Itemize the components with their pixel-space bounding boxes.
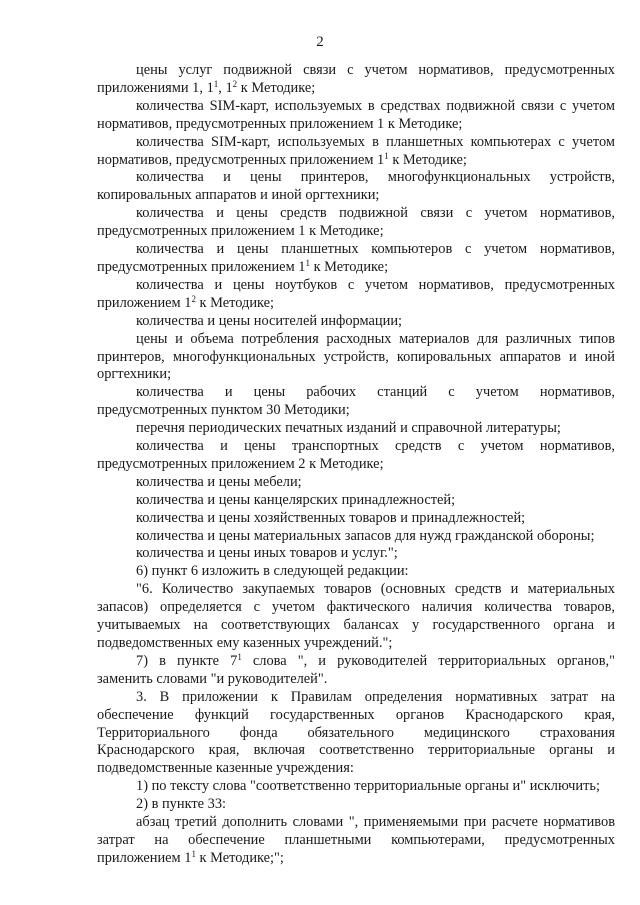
text-run: подведомственных ему казенных учреждений."; — [97, 635, 393, 651]
text-run: количества и цены средств подвижной связи с учетом нормативов, — [136, 205, 615, 222]
text-line — [97, 689, 615, 707]
text-line — [97, 277, 615, 295]
text-line — [97, 474, 615, 492]
text-line — [97, 617, 615, 635]
text-run: количества и цены принтеров, многофункциональных устройств, — [136, 169, 615, 186]
text-run: перечня периодических печатных изданий и справочной литературы; — [136, 420, 561, 437]
text-line — [97, 653, 615, 671]
text-run: подведомственные казенные учреждения: — [97, 760, 354, 777]
text-run: обеспечение функций государственных органов Краснодарского края, — [97, 706, 615, 723]
text-run: к Методике; — [388, 151, 467, 168]
text-line — [97, 134, 615, 152]
superscript: 1 — [213, 78, 219, 89]
document-body — [97, 62, 615, 868]
text-line — [97, 402, 615, 420]
text-run: количества и цены канцелярских принадлежностей; — [136, 491, 456, 508]
text-line — [97, 545, 615, 563]
text-line — [97, 438, 615, 456]
text-run: количества и цены носителей информации; — [136, 312, 403, 329]
text-run: количества и цены иных товаров и услуг."; — [136, 545, 398, 562]
text-line — [97, 295, 615, 313]
text-run: , 1 — [218, 79, 233, 96]
text-run: приложениями 1, 1 — [97, 79, 214, 96]
text-line — [97, 796, 615, 814]
text-run: 7) в пункте 7 — [136, 652, 238, 669]
text-run: затрат на обеспечение планшетными компьютерами, предусмотренных — [97, 831, 615, 848]
text-line — [97, 98, 615, 116]
text-run: Краснодарского края, включая соответственно территориальные органы и — [97, 742, 615, 759]
text-run: нормативов, предусмотренных приложением 1 к Методике; — [97, 115, 463, 132]
text-line — [97, 259, 615, 277]
text-line — [97, 80, 615, 98]
text-run: 2) в пункте 33: — [136, 796, 227, 813]
text-line — [97, 420, 615, 438]
text-line — [97, 528, 615, 546]
superscript: 2 — [191, 293, 196, 304]
text-line — [97, 169, 615, 187]
text-line — [97, 599, 615, 617]
text-run: количества SIM-карт, используемых в средствах подвижной связи с учетом — [136, 97, 615, 114]
text-line — [97, 62, 615, 80]
text-run: приложением 1 — [97, 294, 192, 311]
text-line — [97, 331, 615, 349]
text-run: 1) по тексту слова "соответственно территориальные органы и" исключить; — [136, 778, 600, 795]
text-run: количества и цены материальных запасов для нужд гражданской обороны; — [136, 527, 595, 544]
text-run: запасов) определяется с учетом фактического наличия количества товаров, — [97, 599, 615, 616]
text-run: предусмотренных приложением 1 к Методике; — [97, 223, 384, 240]
text-line — [97, 563, 615, 581]
text-line — [97, 313, 615, 331]
text-run: Территориального фонда обязательного медицинского страхования — [97, 724, 615, 741]
text-run: предусмотренных приложением 1 — [97, 258, 306, 275]
text-run: количества и цены мебели; — [136, 473, 302, 490]
text-run: количества и цены планшетных компьютеров с учетом нормативов, — [136, 241, 615, 258]
text-run: количества SIM-карт, используемых в планшетных компьютерах с учетом — [136, 133, 615, 150]
text-line — [97, 223, 615, 241]
text-run: количества и цены рабочих станций с учетом нормативов, — [136, 384, 615, 401]
text-run: принтеров, многофункциональных устройств, копировальных аппаратов и иной — [97, 348, 615, 365]
text-line — [97, 671, 615, 689]
text-line — [97, 384, 615, 402]
text-line — [97, 152, 615, 170]
text-run: приложением 1 — [97, 849, 192, 866]
text-run: 3. В приложении к Правилам определения нормативных затрат на — [136, 688, 615, 705]
page-number: 2 — [316, 34, 324, 50]
superscript: 1 — [305, 257, 310, 268]
text-line — [97, 456, 615, 474]
text-line — [97, 832, 615, 850]
text-run: к Методике; — [309, 258, 389, 275]
text-run: количества и цены хозяйственных товаров и принадлежностей; — [136, 509, 526, 526]
text-line — [97, 760, 615, 778]
text-line — [97, 635, 615, 653]
text-line — [97, 349, 615, 367]
text-line — [97, 116, 615, 134]
text-run: к Методике;"; — [195, 849, 284, 866]
superscript: 1 — [191, 848, 196, 859]
text-run: цены услуг подвижной связи с учетом нормативов, предусмотренных — [136, 62, 615, 78]
text-line — [97, 707, 615, 725]
text-run: количества и цены ноутбуков с учетом нормативов, предусмотренных — [136, 276, 615, 293]
text-run: "6. Количество закупаемых товаров (основных средств и материальных — [136, 581, 615, 598]
text-line — [97, 205, 615, 223]
text-line — [97, 187, 615, 205]
text-line — [97, 241, 615, 259]
text-run: предусмотренных пунктом 30 Методики; — [97, 402, 350, 419]
text-run: 6) пункт 6 изложить в следующей редакции: — [136, 563, 409, 580]
text-run: количества и цены транспортных средств с учетом нормативов, — [136, 438, 615, 455]
text-run: заменить словами "и руководителей". — [97, 670, 328, 687]
text-line — [97, 742, 615, 760]
text-run: слова ", и руководителей территориальных органов," — [241, 652, 615, 669]
text-run: нормативов, предусмотренных приложением 1 — [97, 151, 385, 168]
superscript: 1 — [384, 150, 389, 161]
text-line — [97, 778, 615, 796]
text-run: копировальных аппаратов и иной оргтехники; — [97, 187, 380, 204]
text-line — [97, 510, 615, 528]
superscript: 1 — [237, 651, 242, 662]
text-run: учитываемых на соответствующих балансах у государственного органа и — [97, 617, 615, 634]
text-run: к Методике; — [195, 294, 275, 311]
text-run: оргтехники; — [97, 366, 172, 383]
superscript: 2 — [232, 78, 238, 89]
text-line — [97, 492, 615, 510]
text-line — [97, 366, 615, 384]
text-line — [97, 725, 615, 743]
text-run: абзац третий дополнить словами ", применяемыми при расчете нормативов — [136, 814, 615, 831]
text-run: цены и объема потребления расходных материалов для различных типов — [136, 330, 615, 347]
text-line — [97, 581, 615, 599]
text-run: предусмотренных приложением 2 к Методике; — [97, 455, 384, 472]
text-run: к Методике; — [237, 79, 316, 96]
text-line — [97, 814, 615, 832]
text-line — [97, 850, 615, 868]
